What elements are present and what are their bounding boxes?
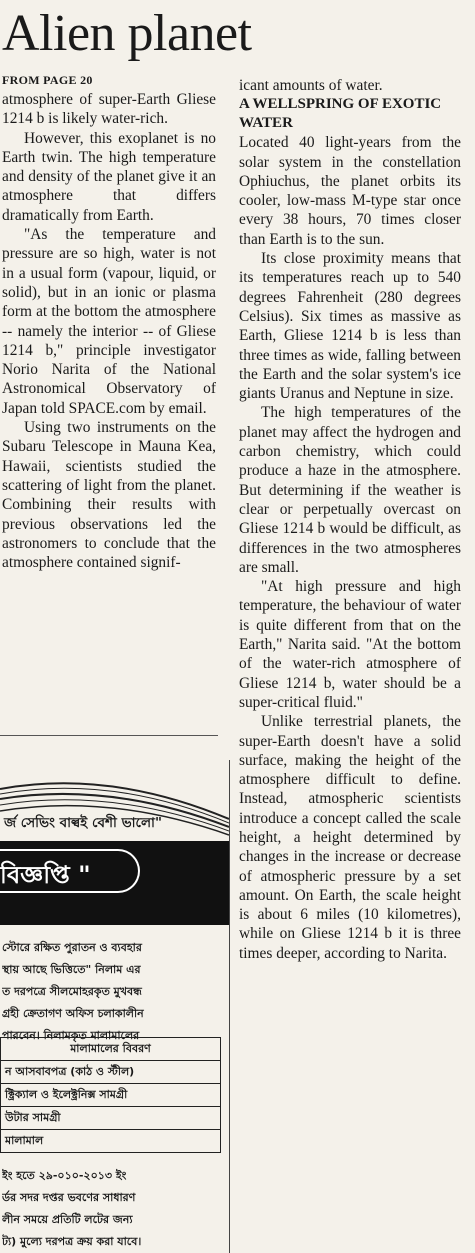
ad-table-header: মালামালের বিবরণ bbox=[1, 1038, 221, 1061]
column-divider bbox=[229, 760, 230, 1253]
ad-table-row: ন আসবাবপত্র (কাঠ ও স্টীল) bbox=[1, 1061, 221, 1084]
paragraph: icant amounts of water. bbox=[239, 77, 383, 94]
ad-body-line: স্টোরে রক্ষিত পুরাতন ও ব্যবহার bbox=[2, 941, 142, 954]
ad-body-text bbox=[2, 937, 227, 1047]
ad-footer-line: ইং হতে ২৯-০১০-২০১৩ ইং bbox=[2, 1169, 127, 1182]
paragraph: However, this exoplanet is no Earth twin. The high temperature and density of the planet give it an atmosphere that differs dramatically from Earth. bbox=[2, 129, 216, 224]
paragraph: Its close proximity means that its temperatures reach up to 540 degrees Fahrenheit (280 degrees Celsius). Six times as massive as Earth, Gliese 1214 b is less than three times as wide, falling between the Earth and the solar system's ice giants Uranus and Neptune in size. bbox=[239, 250, 461, 403]
ad-table-row: মালামাল bbox=[1, 1130, 221, 1153]
ad-body-line: পারবেন। নিলামকৃত মালামালের bbox=[2, 1029, 140, 1042]
divider bbox=[0, 735, 218, 736]
ad-footer-text bbox=[2, 1165, 227, 1253]
article-left-column bbox=[2, 73, 216, 572]
headline: Alien planet bbox=[2, 5, 252, 62]
ad-title: বিজ্ঞপ্তি " bbox=[0, 861, 91, 889]
paragraph: Unlike terrestrial planets, the super-Earth doesn't have a solid surface, making the height of the atmosphere difficult to define. Instead, atmospheric scientists introduce a concept called the scale height, a height determined by changes in the increase or decrease of atmospheric pressure by a set amount. On Earth, the scale height is about 6 miles (10 kilometres), while on Gliese 1214 b it is three times deeper, according to Narita. bbox=[239, 713, 461, 962]
paragraph: The high temperatures of the planet may affect the hydrogen and carbon chemistry, which could produce a haze in the atmosphere. But determining if the weather is clear or perpetually overcast on Gliese 1214 b would be difficult, as differences in the two atmospheres are small. bbox=[239, 404, 461, 576]
ad-body-line: স্থায় আছে ভিত্তিতে" নিলাম এর bbox=[2, 963, 141, 976]
paragraph: atmosphere of super-Earth Gliese 1214 b is likely water-rich. bbox=[2, 91, 216, 128]
ad-body-line: গ্রহী ক্রেতাগণ অফিস চলাকালীন bbox=[2, 1007, 144, 1020]
paragraph: Located 40 light-years from the solar system in the constellation Ophiuchus, the planet orbits its cooler, low-mass M-type star once every 38 hours, 70 times closer than Earth is to the sun. bbox=[239, 134, 461, 248]
advertisement-notice bbox=[0, 737, 229, 1253]
article-right-column bbox=[239, 76, 461, 963]
continuation-kicker: FROM PAGE 20 bbox=[2, 73, 93, 87]
ad-slogan: র্জ সেভিং বাল্বই বেশী ভালো" bbox=[4, 815, 162, 831]
ad-footer-line: লীন সময়ে প্রতিটি লটের জন্য bbox=[2, 1213, 133, 1226]
ad-items-table bbox=[0, 1037, 221, 1153]
ad-footer-line: র্ডর সদর দপ্তর ভবণের সাধারণ bbox=[2, 1191, 136, 1204]
ad-footer-line: ট্য) মুল্যে দরপত্র ক্রয় করা যাবে। bbox=[2, 1235, 142, 1248]
ad-table-row: উটার সামগ্রী bbox=[1, 1107, 221, 1130]
ad-table-row: ক্ট্রিক্যাল ও ইলেক্ট্রনিক্স সামগ্রী bbox=[1, 1084, 221, 1107]
ad-title-band bbox=[0, 841, 229, 925]
section-subhead: A WELLSPRING OF EXOTIC WATER bbox=[239, 96, 442, 132]
paragraph: "At high pressure and high temperature, the behaviour of water is quite different from that on the Earth," Narita said. "At the bottom of the water-rich atmosphere of Gliese 1214 b, water should be a super-critical fluid." bbox=[239, 578, 461, 711]
paragraph: "As the temperature and pressure are so high, water is not in a usual form (vapour, liquid, or solid), but in an ionic or plasma form at the bottom the atmosphere -- namely the interior -- of Gliese 1214 b," principle investigator Norio Narita of the National Astronomical Observatory of Japan told SPACE.com by email. bbox=[2, 226, 216, 417]
paragraph: Using two instruments on the Subaru Telescope in Mauna Kea, Hawaii, scientists studied the scattering of light from the planet. Combining their results with previous observations led the astronomers to conclude that the atmosphere contained signif- bbox=[2, 419, 216, 572]
ad-body-line: ত দরপত্রে সীলমোহরকৃত মুখবন্ধ bbox=[2, 985, 142, 998]
